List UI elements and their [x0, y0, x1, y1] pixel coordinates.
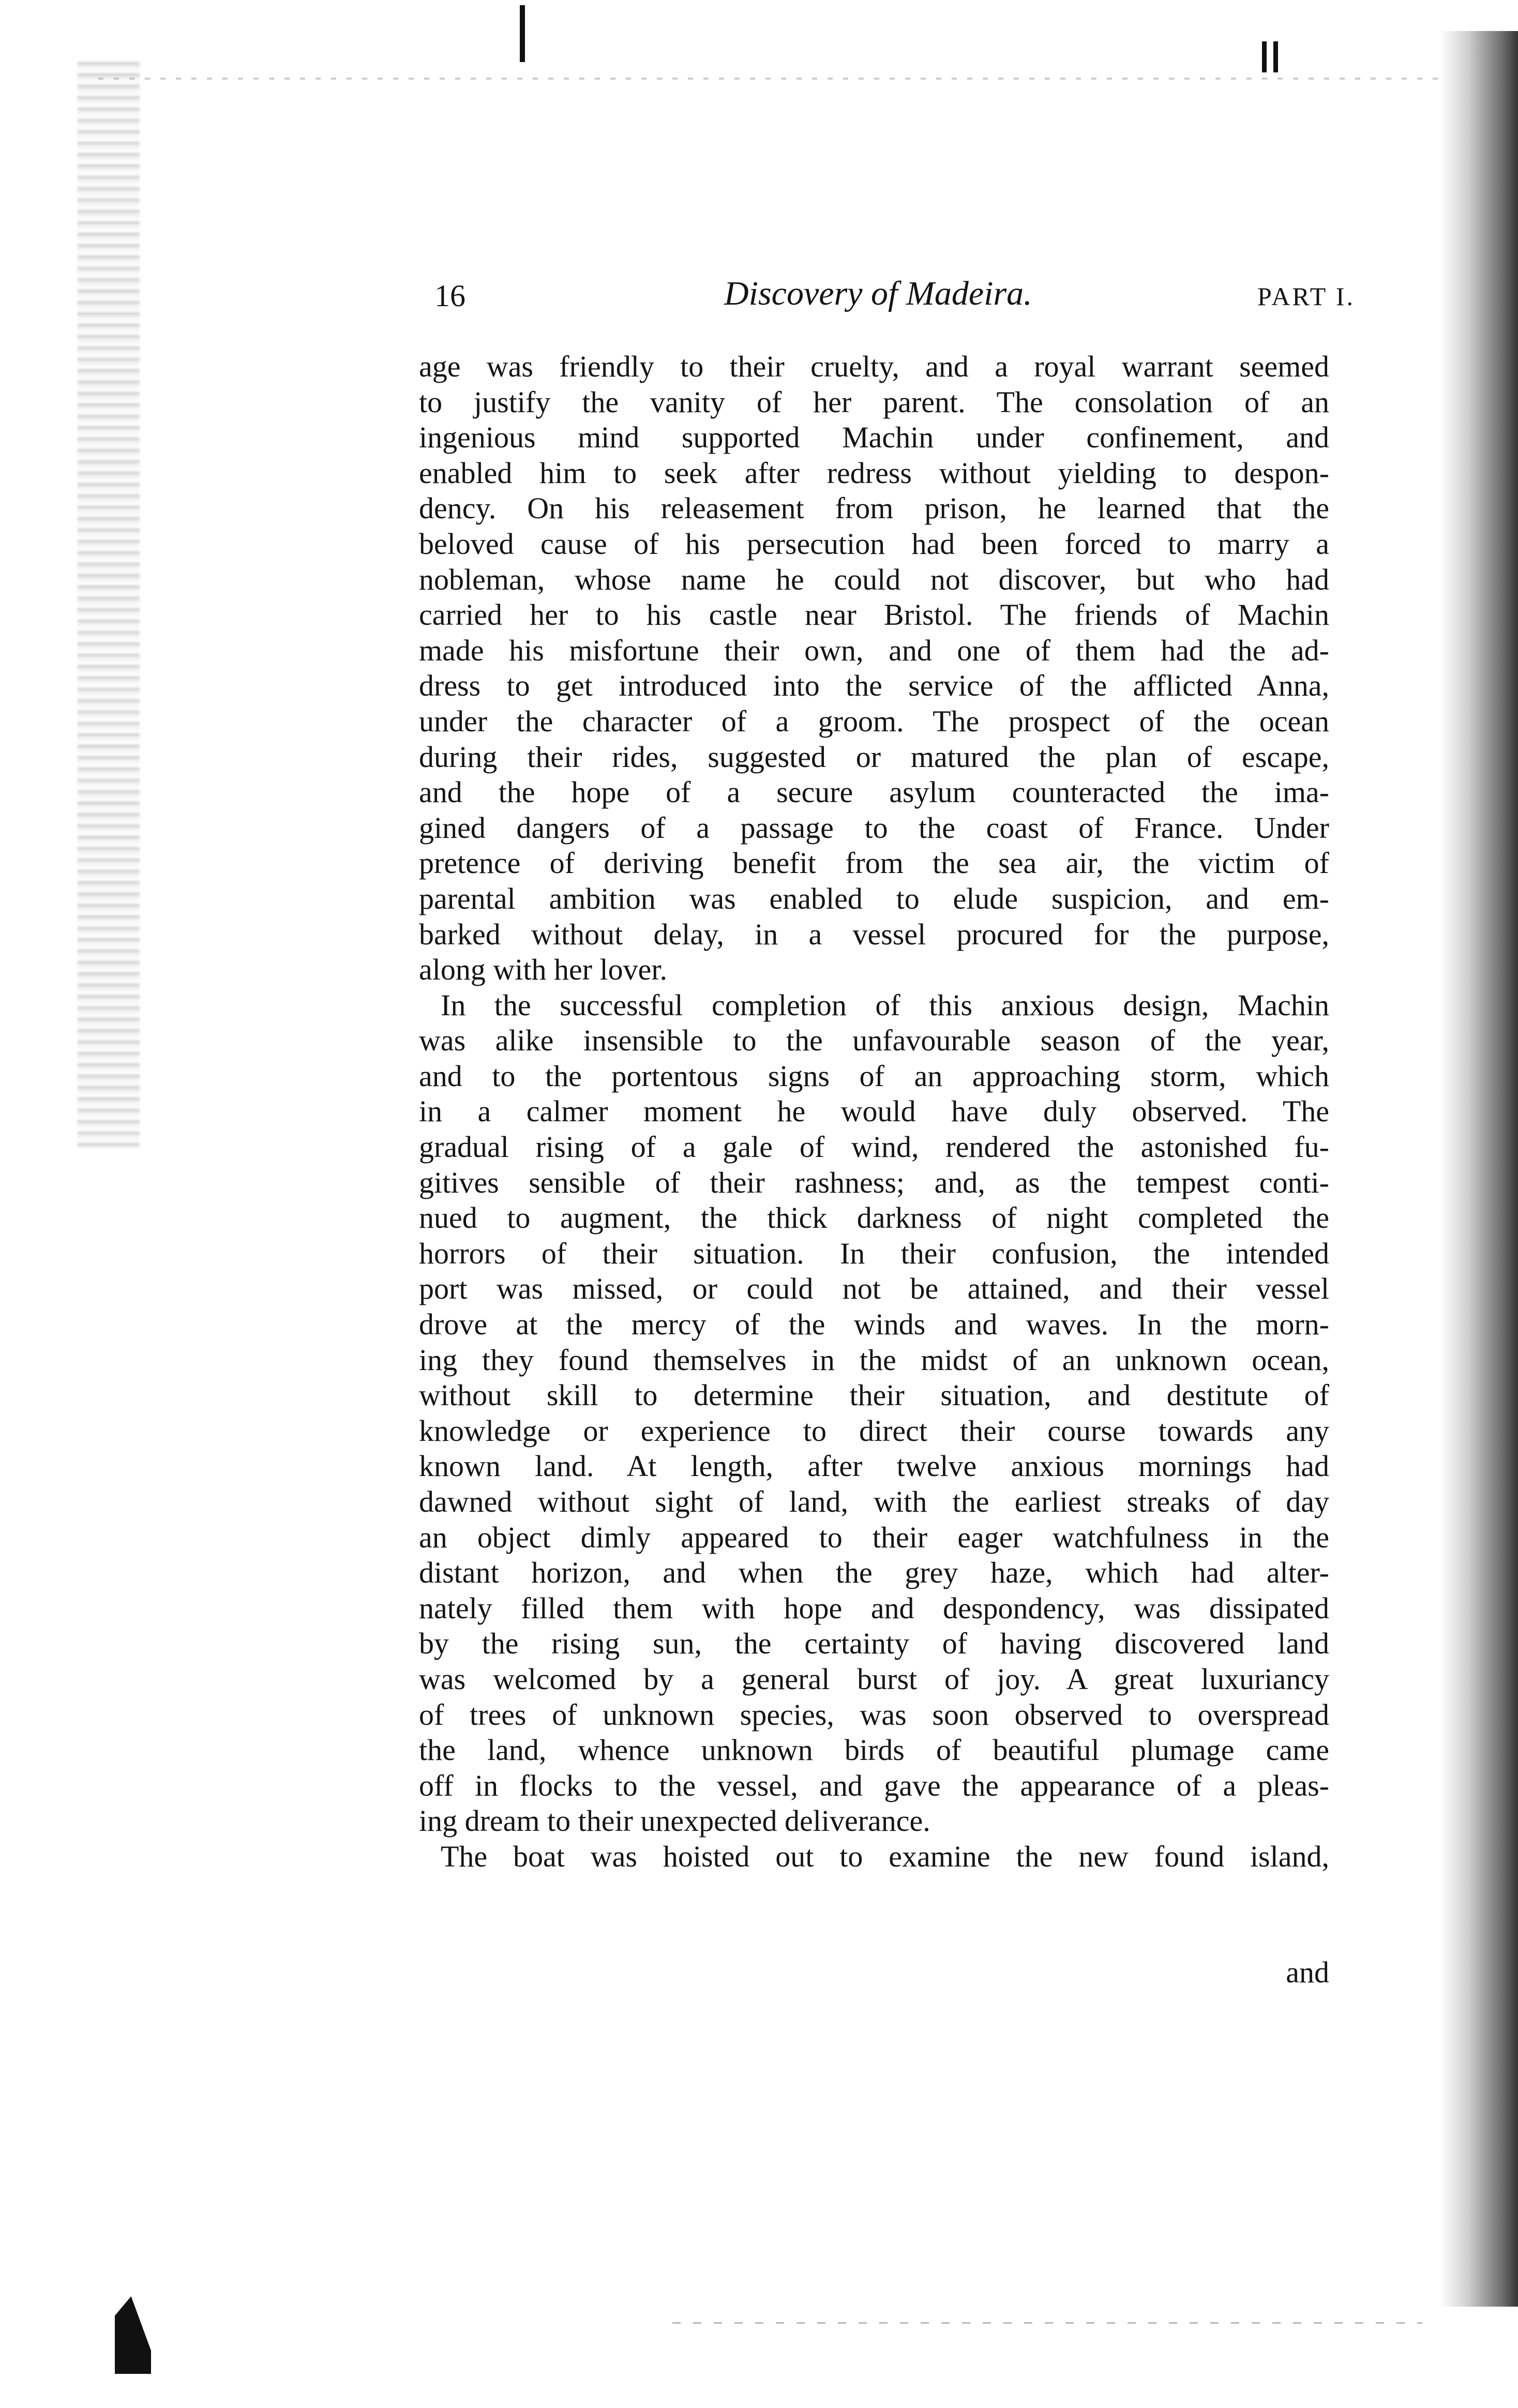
running-head: [434, 274, 1355, 315]
text-line: ing they found themselves in the midst of an unknown ocean,: [419, 1343, 1329, 1377]
text-line: ing dream to their unexpected deliverance.: [419, 1804, 930, 1838]
text-line: off in flocks to the vessel, and gave the appearance of a pleas-: [419, 1768, 1329, 1802]
text-line: gitives sensible of their rashness; and, as the tempest conti-: [419, 1165, 1329, 1199]
text-line: in a calmer moment he would have duly observed. The: [419, 1094, 1329, 1128]
text-line: gradual rising of a gale of wind, rendered the astonished fu-: [419, 1130, 1329, 1164]
text-line: The boat was hoisted out to examine the new found island,: [441, 1839, 1329, 1873]
text-line: knowledge or experience to direct their course towards any: [419, 1413, 1329, 1448]
text-line: ingenious mind supported Machin under confinement, and: [419, 420, 1329, 455]
scan-edge-shadow-left: [78, 62, 140, 1148]
text-line: distant horizon, and when the grey haze, which had alter-: [419, 1556, 1329, 1590]
catchword: and: [1286, 1955, 1329, 1989]
text-line: to justify the vanity of her parent. The consolation of an: [419, 385, 1329, 419]
text-line: drove at the mercy of the winds and waves. In the morn-: [419, 1307, 1329, 1342]
scan-corner-mark: [115, 2296, 151, 2374]
scan-bottom-edge: [672, 2322, 1422, 2324]
part-label: PART I.: [1257, 282, 1355, 311]
running-title: Discovery of Madeira.: [724, 275, 1032, 312]
scan-edge-shadow-right: [1440, 31, 1518, 2307]
scan-mark: [520, 5, 525, 62]
text-line: age was friendly to their cruelty, and a royal warrant seemed: [419, 350, 1329, 383]
text-line: dency. On his releasement from prison, he learned that the: [419, 491, 1329, 525]
text-line: was welcomed by a general burst of joy. A great luxuriancy: [419, 1662, 1329, 1696]
text-line: made his misfortune their own, and one of them had the ad-: [419, 633, 1329, 667]
text-line: nately filled them with hope and despondency, was dissipated: [419, 1591, 1329, 1625]
text-line: In the successful completion of this anxious design, Machin: [441, 988, 1329, 1022]
text-line: during their rides, suggested or matured the plan of escape,: [419, 740, 1329, 774]
text-line: beloved cause of his persecution had been forced to marry a: [419, 526, 1329, 561]
text-line: along with her lover.: [419, 953, 668, 987]
text-line: port was missed, or could not be attained, and their vessel: [419, 1272, 1329, 1306]
body-text: [419, 349, 1329, 1875]
scan-mark: [1262, 41, 1267, 72]
text-line: the land, whence unknown birds of beautiful plumage came: [419, 1733, 1329, 1767]
text-line: under the character of a groom. The prospect of the ocean: [419, 704, 1329, 738]
text-line: gined dangers of a passage to the coast of France. Under: [419, 810, 1329, 845]
text-line: barked without delay, in a vessel procured for the purpose,: [419, 917, 1329, 951]
text-line: and the hope of a secure asylum counteracted the ima-: [419, 775, 1329, 809]
text-line: enabled him to seek after redress without yielding to despon-: [419, 456, 1329, 490]
text-line: an object dimly appeared to their eager watchfulness in the: [419, 1520, 1329, 1554]
text-line: nobleman, whose name he could not discover, but who had: [419, 562, 1329, 596]
text-line: by the rising sun, the certainty of having discovered land: [419, 1627, 1329, 1661]
text-line: of trees of unknown species, was soon observed to overspread: [419, 1697, 1329, 1732]
text-line: parental ambition was enabled to elude suspicion, and em-: [419, 881, 1329, 915]
scan-top-edge: [98, 78, 1443, 80]
text-line: and to the portentous signs of an approaching storm, which: [419, 1059, 1329, 1093]
text-line: dress to get introduced into the service of the afflicted Anna,: [419, 669, 1329, 703]
text-line: pretence of deriving benefit from the sea air, the victim of: [419, 846, 1329, 880]
text-line: nued to augment, the thick darkness of night completed the: [419, 1201, 1329, 1235]
text-line: horrors of their situation. In their confusion, the intended: [419, 1236, 1329, 1270]
text-line: was alike insensible to the unfavourable season of the year,: [419, 1024, 1329, 1058]
page-number: 16: [434, 279, 465, 313]
text-line: dawned without sight of land, with the earliest streaks of day: [419, 1485, 1329, 1518]
text-line: carried her to his castle near Bristol. The friends of Machin: [419, 598, 1329, 632]
text-line: known land. At length, after twelve anxious mornings had: [419, 1449, 1329, 1483]
scan-mark: [1273, 41, 1278, 72]
text-line: without skill to determine their situation, and destitute of: [419, 1378, 1329, 1412]
